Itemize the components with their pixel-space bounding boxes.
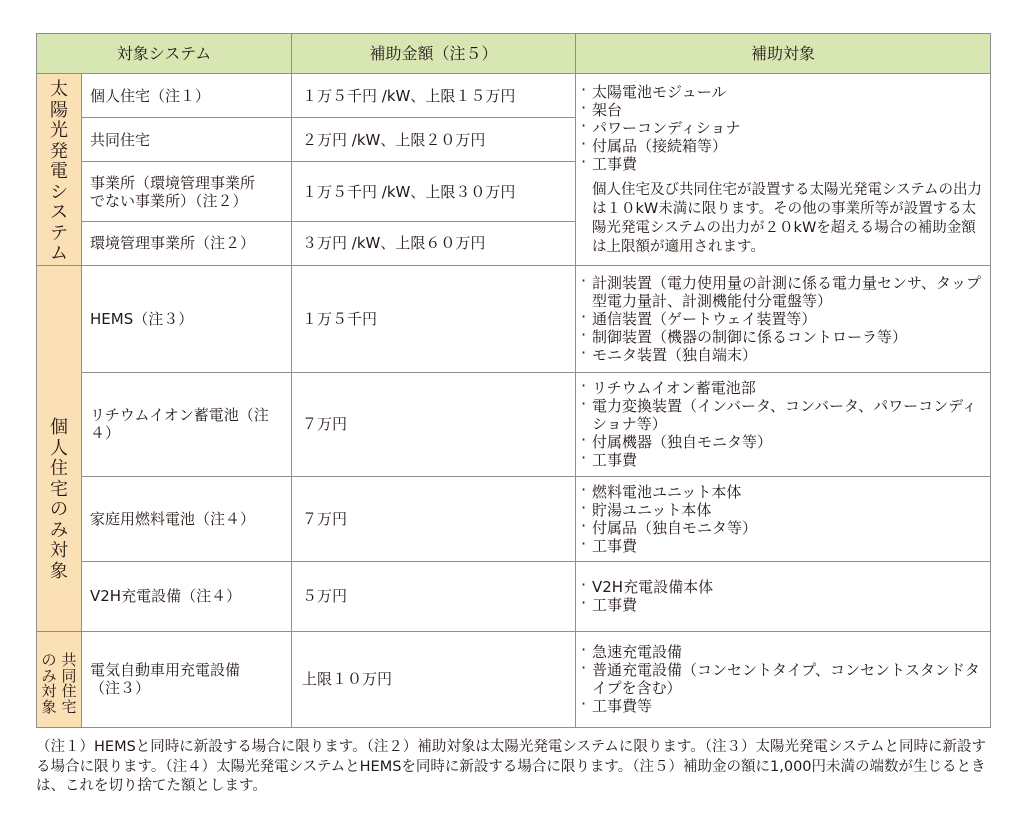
- category-shared-label: [37, 631, 82, 727]
- list-item: · リチウムイオン蓄電池部: [580, 379, 990, 397]
- table-row: [37, 561, 991, 631]
- list-item: · 燃料電池ユニット本体: [580, 483, 990, 501]
- table-row: [37, 372, 991, 476]
- list-item: · 計測装置（電力使用量の計測に係る電力量センサ、タップ型電力量計、計測機能付分電盤等）: [580, 274, 990, 310]
- list-item: · 工事費: [580, 537, 990, 555]
- list-item: · 普通充電設備（コンセントタイプ、コンセントスタンドタイプを含む）: [580, 661, 990, 697]
- subsidy-amount: １万５千円 /kW、上限３０万円: [292, 162, 576, 222]
- target-list: [580, 274, 990, 364]
- list-item: · 付属品（独自モニタ等）: [580, 519, 990, 537]
- subsidy-table: [36, 33, 991, 728]
- targets-cell: [576, 631, 991, 727]
- list-item: · パワーコンディショナ: [580, 119, 990, 137]
- table-row: [37, 265, 991, 372]
- list-item: · 貯湯ユニット本体: [580, 501, 990, 519]
- list-item: · モニタ装置（独自端末）: [580, 346, 990, 364]
- list-item: · V2H充電設備本体: [580, 578, 990, 596]
- subsidy-amount: ７万円: [292, 476, 576, 561]
- target-list: [580, 379, 990, 469]
- subsidy-amount: ７万円: [292, 372, 576, 476]
- list-item: · 急速充電設備: [580, 643, 990, 661]
- system-name: HEMS（注３）: [82, 265, 292, 372]
- vertical-text: 個 人 住 宅 の み 対 象: [50, 417, 68, 582]
- target-list: [580, 643, 990, 715]
- solar-note: 個人住宅及び共同住宅が設置する太陽光発電システムの出力は１０kW未満に限ります。その他の事業所等が設置する太陽光発電システムの出力が２０kWを超える場合の補助金額は上限額が適用されます。: [592, 182, 983, 256]
- targets-cell: [576, 372, 991, 476]
- vertical-text: 共 同 住 宅 の み 対 象: [41, 651, 77, 716]
- system-name: リチウムイオン蓄電池（注４）: [82, 372, 292, 476]
- system-name: 個人住宅（注１）: [82, 74, 292, 118]
- category-solar-label: [37, 74, 82, 266]
- header-target-system: 対象システム: [37, 34, 292, 74]
- subsidy-amount: 上限１０万円: [292, 631, 576, 727]
- target-list: [580, 83, 990, 173]
- target-list: [580, 483, 990, 555]
- target-list: [580, 578, 990, 614]
- list-item: · 工事費: [580, 451, 990, 469]
- table-row: [37, 74, 991, 118]
- solar-targets-cell: [576, 74, 991, 266]
- list-item: · 電力変換装置（インバータ、コンバータ、パワーコンディショナ等）: [580, 397, 990, 433]
- vertical-text: 太 陽 光 発 電 シ ス テ ム: [50, 79, 68, 264]
- category-individual-label: [37, 265, 82, 631]
- subsidy-amount: ２万円 /kW、上限２０万円: [292, 118, 576, 162]
- list-item: · 太陽電池モジュール: [580, 83, 990, 101]
- table-row: [37, 476, 991, 561]
- list-item: · 工事費: [580, 596, 990, 614]
- table-row: [37, 631, 991, 727]
- list-item: · 工事費: [580, 155, 990, 173]
- subsidy-amount: １万５千円: [292, 265, 576, 372]
- targets-cell: [576, 476, 991, 561]
- system-name: 共同住宅: [82, 118, 292, 162]
- subsidy-amount: ３万円 /kW、上限６０万円: [292, 222, 576, 265]
- system-name: 事業所（環境管理事業所 でない事業所）（注２）: [82, 162, 292, 222]
- subsidy-amount: ５万円: [292, 561, 576, 631]
- header-subsidy-target: 補助対象: [576, 34, 991, 74]
- system-name: V2H充電設備（注４）: [82, 561, 292, 631]
- system-name: 電気自動車用充電設備 （注３）: [82, 631, 292, 727]
- table-header-row: [37, 34, 991, 74]
- subsidy-amount: １万５千円 /kW、上限１５万円: [292, 74, 576, 118]
- list-item: · 通信装置（ゲートウェイ装置等）: [580, 310, 990, 328]
- targets-cell: [576, 265, 991, 372]
- targets-cell: [576, 561, 991, 631]
- system-name: 家庭用燃料電池（注４）: [82, 476, 292, 561]
- list-item: · 付属機器（独自モニタ等）: [580, 433, 990, 451]
- header-subsidy-amount: 補助金額（注５）: [292, 34, 576, 74]
- list-item: · 付属品（接続箱等）: [580, 137, 990, 155]
- system-name: 環境管理事業所（注２）: [82, 222, 292, 265]
- list-item: · 制御装置（機器の制御に係るコントローラ等）: [580, 328, 990, 346]
- list-item: · 架台: [580, 101, 990, 119]
- footnotes: （注１）HEMSと同時に新設する場合に限ります。（注２）補助対象は太陽光発電システムに限ります。（注３）太陽光発電システムと同時に新設する場合に限ります。（注４）太陽光発電システムとHEMSを同時に新設する場合に限ります。（注５）補助金の額に1,000円未満の端数が生じるときは、これを切り捨てた額とします。: [36, 739, 987, 794]
- list-item: · 工事費等: [580, 697, 990, 715]
